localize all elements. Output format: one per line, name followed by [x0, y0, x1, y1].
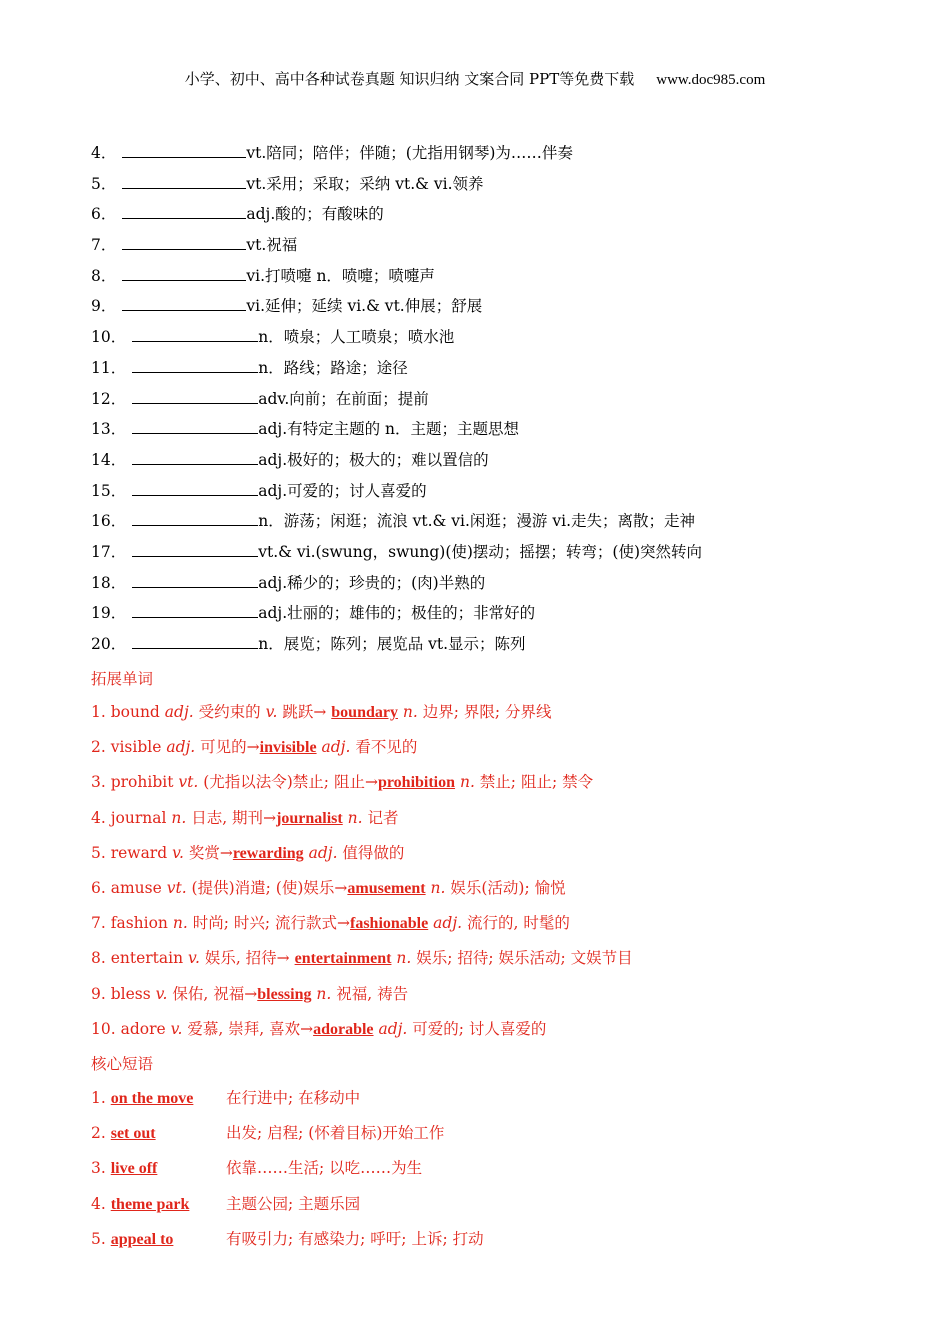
phrases-title: 核心短语 [91, 1055, 154, 1073]
vocab-number: 20． [91, 635, 127, 653]
meaning: 值得做的 [337, 843, 405, 862]
extension-row [91, 700, 911, 735]
vocab-blank[interactable] [122, 141, 246, 158]
vocab-blank[interactable] [122, 294, 246, 311]
phrase-number: 1. [91, 1089, 111, 1107]
vocab-blank[interactable] [122, 172, 246, 189]
phrase-number: 3. [91, 1159, 111, 1178]
base-word: 1. bound [91, 703, 165, 721]
vocab-row [91, 571, 891, 602]
vocab-blank[interactable] [122, 202, 246, 219]
extension-row [91, 982, 911, 1017]
meaning: 日志, 期刊→ [186, 808, 277, 827]
meaning: 可见的→ [195, 738, 260, 757]
vocab-number: 7． [91, 236, 117, 255]
vocab-definition: adj.有特定主题的 n．主题；主题思想 [258, 420, 520, 439]
vocab-number: 8． [91, 266, 117, 285]
meaning: 受约束的 [193, 703, 266, 721]
part-of-speech: n. [172, 914, 188, 933]
part-of-speech: n. [425, 878, 446, 897]
base-word: 7. fashion [91, 914, 173, 933]
header-site: www.doc985.com [656, 72, 766, 88]
vocab-row [91, 448, 891, 479]
part-of-speech: adj. [164, 703, 194, 721]
meaning: (尤指以法令)禁止; 阻止→ [198, 773, 378, 792]
part-of-speech: n. [397, 703, 418, 721]
meaning: 奖赏→ [183, 843, 233, 862]
derived-word-answer: fashionable [349, 915, 429, 933]
vocab-blank[interactable] [132, 387, 258, 404]
vocab-number: 6． [91, 205, 117, 224]
vocab-number: 19． [91, 604, 127, 623]
part-of-speech: adj. [316, 738, 351, 757]
extension-row [91, 1017, 911, 1052]
part-of-speech: v. [265, 703, 278, 721]
phrase-meaning: 主题公园; 主题乐园 [226, 1194, 361, 1213]
vocab-row [91, 233, 891, 264]
phrase-number: 2. [91, 1124, 111, 1143]
part-of-speech: v. [155, 984, 168, 1003]
vocab-definition: vt.采用；采取；采纳 vt.& vi.领养 [246, 174, 484, 193]
phrase-row [91, 1156, 911, 1191]
meaning: 跳跃→ [277, 703, 332, 721]
vocab-number: 5． [91, 174, 117, 193]
vocab-number: 13． [91, 420, 127, 439]
vocab-definition: n．展览；陈列；展览品 vt.显示；陈列 [258, 635, 526, 653]
extension-row [91, 911, 911, 946]
phrase-list [91, 1086, 911, 1262]
vocab-row [91, 264, 891, 295]
vocab-definition: n．路线；路途；途径 [258, 358, 408, 377]
derived-word-answer: blessing [257, 985, 312, 1003]
base-word: 10. adore [91, 1019, 171, 1038]
vocab-blank[interactable] [132, 632, 258, 649]
vocab-definition: vt.祝福 [246, 236, 298, 255]
vocab-definition: vt.& vi.(swung，swung)(使)摆动；摇摆；转弯；(使)突然转向 [258, 542, 703, 561]
part-of-speech: n. [391, 949, 412, 968]
part-of-speech: adj. [303, 843, 338, 862]
extension-row [91, 806, 911, 841]
vocab-definition: n．游荡；闲逛；流浪 vt.& vi.闲逛；漫游 vi.走失；离散；走神 [258, 512, 695, 531]
extension-row [91, 946, 911, 981]
vocab-list [91, 141, 891, 663]
vocab-definition: vi.延伸；延续 vi.& vt.伸展；舒展 [246, 297, 483, 316]
extension-title: 拓展单词 [91, 670, 154, 688]
phrase-answer: theme park [110, 1195, 190, 1213]
extension-list [91, 700, 911, 1052]
part-of-speech: v. [170, 1019, 183, 1038]
phrase-meaning: 在行进中; 在移动中 [226, 1089, 361, 1107]
extension-row [91, 735, 911, 770]
extension-row [91, 876, 911, 911]
vocab-row [91, 172, 891, 203]
base-word: 6. amuse [91, 878, 167, 897]
vocab-row [91, 141, 891, 172]
vocab-number: 9． [91, 297, 117, 316]
derived-word-answer: boundary [331, 704, 398, 721]
derived-word-answer: entertainment [294, 950, 392, 968]
vocab-number: 18． [91, 573, 127, 592]
part-of-speech: n. [311, 984, 332, 1003]
vocab-row [91, 417, 891, 448]
vocab-definition: adj.壮丽的；雄伟的；极佳的；非常好的 [258, 604, 536, 623]
base-word: 3. prohibit [91, 773, 179, 792]
vocab-blank[interactable] [132, 448, 258, 465]
meaning: 边界; 界限; 分界线 [417, 703, 552, 721]
vocab-number: 14． [91, 450, 127, 469]
vocab-number: 4． [91, 144, 117, 162]
meaning: 流行的, 时髦的 [462, 914, 570, 933]
base-word: 2. visible [91, 738, 167, 757]
vocab-definition: adj.稀少的；珍贵的；(肉)半熟的 [258, 573, 486, 592]
vocab-number: 17． [91, 542, 127, 561]
part-of-speech: n. [455, 773, 475, 792]
extension-row [91, 770, 911, 805]
meaning: (提供)消遣; (使)娱乐→ [186, 878, 348, 897]
derived-word-answer: journalist [276, 809, 343, 827]
part-of-speech: adj. [428, 914, 463, 933]
phrase-meaning: 依靠……生活; 以吃……为生 [226, 1159, 423, 1178]
vocab-row [91, 356, 891, 387]
vocab-row [91, 632, 891, 663]
vocab-number: 12． [91, 389, 127, 408]
vocab-definition: adv.向前；在前面；提前 [258, 389, 429, 408]
vocab-row [91, 325, 891, 356]
part-of-speech: n. [342, 808, 363, 827]
vocab-blank[interactable] [132, 325, 258, 342]
vocab-blank[interactable] [132, 540, 258, 557]
meaning: 娱乐(活动); 愉悦 [445, 878, 566, 897]
vocab-blank[interactable] [132, 356, 258, 373]
part-of-speech: vt. [166, 878, 187, 897]
vocab-blank[interactable] [132, 479, 258, 496]
phrase-meaning: 出发; 启程; (怀着目标)开始工作 [226, 1124, 445, 1143]
vocab-number: 11． [91, 358, 127, 377]
vocab-definition: adj.极好的；极大的；难以置信的 [258, 450, 489, 469]
vocab-blank[interactable] [132, 509, 258, 526]
meaning: 娱乐; 招待; 娱乐活动; 文娱节目 [411, 949, 633, 968]
page-header [0, 68, 950, 89]
phrase-meaning: 有吸引力; 有感染力; 呼吁; 上诉; 打动 [226, 1229, 484, 1248]
derived-word-answer: amusement [347, 879, 426, 897]
vocab-definition: adj.酸的；有酸味的 [246, 205, 384, 224]
vocab-blank[interactable] [122, 264, 246, 281]
part-of-speech: adj. [373, 1019, 408, 1038]
part-of-speech: n. [171, 808, 187, 827]
vocab-blank[interactable] [132, 601, 258, 618]
base-word: 8. entertain [91, 949, 189, 968]
meaning: 禁止; 阻止; 禁令 [474, 773, 594, 792]
meaning: 可爱的; 讨人喜爱的 [407, 1019, 547, 1038]
derived-word-answer: adorable [313, 1020, 374, 1038]
meaning: 娱乐, 招待→ [199, 949, 295, 968]
vocab-row [91, 601, 891, 632]
meaning: 看不见的 [350, 738, 418, 757]
vocab-definition: vt.陪同；陪伴；伴随；(尤指用钢琴)为……伴奏 [246, 144, 573, 162]
header-text: 小学、初中、高中各种试卷真题 知识归纳 文案合同 PPT等免费下载 [184, 70, 635, 88]
phrase-row [91, 1192, 911, 1227]
base-word: 9. bless [91, 984, 156, 1003]
meaning: 时尚; 时兴; 流行款式→ [187, 914, 350, 933]
vocab-number: 16． [91, 512, 127, 531]
phrase-answer: on the move [110, 1090, 194, 1107]
phrase-answer: live off [110, 1160, 158, 1178]
vocab-number: 15． [91, 481, 127, 500]
vocab-row [91, 479, 891, 510]
base-word: 4. journal [91, 808, 172, 827]
vocab-row [91, 387, 891, 418]
meaning: 保佑, 祝福→ [167, 984, 258, 1003]
meaning: 祝福, 祷告 [331, 984, 409, 1003]
part-of-speech: v. [188, 949, 200, 968]
vocab-number: 10． [91, 328, 127, 347]
derived-word-answer: rewarding [232, 844, 304, 862]
vocab-definition: n．喷泉；人工喷泉；喷水池 [258, 328, 455, 347]
phrase-row [91, 1227, 911, 1262]
phrase-answer: set out [110, 1125, 156, 1143]
vocab-row [91, 294, 891, 325]
vocab-definition: vi.打喷嚏 n．喷嚏；喷嚏声 [246, 266, 435, 285]
vocab-blank[interactable] [122, 233, 246, 250]
vocab-row [91, 540, 891, 571]
derived-word-answer: invisible [259, 739, 317, 757]
base-word: 5. reward [91, 843, 173, 862]
vocab-row [91, 202, 891, 233]
phrase-answer: appeal to [110, 1230, 174, 1248]
vocab-blank[interactable] [132, 571, 258, 588]
part-of-speech: v. [172, 843, 184, 862]
extension-row [91, 841, 911, 876]
phrase-row [91, 1121, 911, 1156]
phrase-number: 4. [91, 1194, 111, 1213]
phrase-number: 5. [91, 1229, 111, 1248]
meaning: 记者 [362, 808, 399, 827]
meaning: 爱慕, 崇拜, 喜欢→ [182, 1019, 314, 1038]
phrase-row [91, 1086, 911, 1121]
derived-word-answer: prohibition [377, 774, 456, 792]
vocab-blank[interactable] [132, 417, 258, 434]
part-of-speech: adj. [166, 738, 196, 757]
vocab-row [91, 509, 891, 540]
part-of-speech: vt. [178, 773, 199, 792]
vocab-definition: adj.可爱的；讨人喜爱的 [258, 481, 427, 500]
